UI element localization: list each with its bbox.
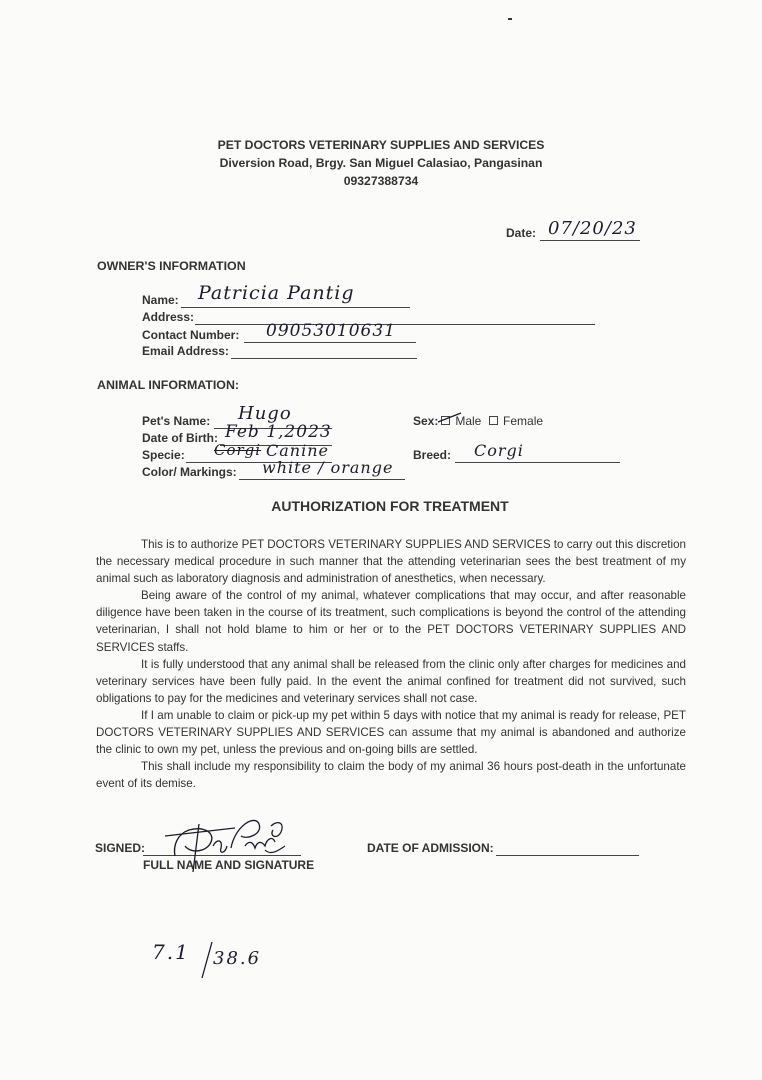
sex-female-text: Female <box>503 414 544 428</box>
sex-label: Sex: <box>413 414 439 428</box>
owner-email-line <box>231 358 417 359</box>
owner-name-value[interactable]: Patricia Pantig <box>198 282 355 304</box>
sex-options <box>441 414 543 428</box>
dob-value[interactable]: Feb 1,2023 <box>225 422 332 442</box>
breed-line <box>455 462 620 463</box>
authorization-paragraph: Being aware of the control of my animal, whatever complications that may occur, and after reasonable diligence have been taken in the course of its treatment, such complications is beyond the control of the attending veterinarian, I shall not hold blame to him or her or to the PET DOCTORS VETERINARY SUPPLIES AND SERVICES staffs. <box>96 589 686 654</box>
handwritten-temp: 38.6 <box>213 948 262 969</box>
authorization-title: AUTHORIZATION FOR TREATMENT <box>271 498 509 514</box>
color-value[interactable]: white / orange <box>262 458 394 477</box>
authorization-paragraph: If I am unable to claim or pick-up my pet within 5 days with notice that my animal is ready for release, PET DOCTORS VETERINARY SUPPLIES AND SERVICES can assume that my animal is abandoned and authorize the clinic to own my pet, unless the previous and on-going bills are settled. <box>96 708 686 757</box>
specie-struck-value: Corgi <box>214 441 262 459</box>
company-name: PET DOCTORS VETERINARY SUPPLIES AND SERVICES <box>217 138 545 152</box>
date-value[interactable]: 07/20/23 <box>548 218 637 239</box>
owner-address-label: Address: <box>142 310 195 324</box>
authorization-paragraph: This is to authorize PET DOCTORS VETERINARY SUPPLIES AND SERVICES to carry out this discretion the necessary medical procedure in such manner that the attending veterinarian sees the best treatment of my animal such as laboratory diagnosis and administration of anesthetics, when necessary. <box>96 538 686 586</box>
sex-female-checkbox[interactable] <box>489 416 498 425</box>
signature-drawing[interactable] <box>155 806 305 876</box>
pet-name-value[interactable]: Hugo <box>238 403 292 424</box>
owner-section-title: OWNER'S INFORMATION <box>97 259 246 273</box>
color-line <box>239 479 405 480</box>
animal-section-title: ANIMAL INFORMATION: <box>97 378 240 392</box>
owner-name-line <box>181 307 410 308</box>
company-phone: 09327388734 <box>343 174 419 188</box>
admission-label: DATE OF ADMISSION: <box>367 841 494 855</box>
paper-speck <box>508 18 512 20</box>
owner-contact-line <box>244 342 416 343</box>
authorization-body <box>96 536 686 792</box>
admission-line <box>496 855 639 856</box>
sex-female-option[interactable] <box>489 414 543 428</box>
handwritten-weight: 7.1 <box>152 940 190 964</box>
date-line <box>540 240 640 241</box>
check-mark-icon <box>437 411 463 427</box>
owner-contact-value[interactable]: 09053010631 <box>266 321 396 341</box>
signature-sublabel: FULL NAME AND SIGNATURE <box>143 858 315 872</box>
breed-value[interactable]: Corgi <box>474 441 524 460</box>
owner-contact-label: Contact Number: <box>142 328 240 342</box>
specie-value[interactable]: Canine <box>266 441 329 460</box>
authorization-paragraph: This shall include my responsibility to claim the body of my animal 36 hours post-death in the unfortunate event of its demise. <box>96 760 686 791</box>
color-label: Color/ Markings: <box>142 465 237 479</box>
breed-label: Breed: <box>413 448 452 462</box>
company-address: Diversion Road, Brgy. San Miguel Calasiao, Pangasinan <box>219 156 543 170</box>
specie-label: Specie: <box>142 448 185 462</box>
owner-name-label: Name: <box>142 293 179 307</box>
sex-male-text: Male <box>455 414 482 428</box>
owner-email-label: Email Address: <box>142 344 229 358</box>
sex-male-option[interactable] <box>441 414 485 428</box>
pet-name-label: Pet's Name: <box>142 414 211 428</box>
signed-label: SIGNED: <box>95 841 146 855</box>
authorization-paragraph: It is fully understood that any animal shall be released from the clinic only after charges for medicines and veterinary services have been fully paid. In the event the animal confined for treatment did not survived, such obligations to pay for the medicines and veterinary services shall not case. <box>96 657 686 705</box>
dob-label: Date of Birth: <box>142 431 218 445</box>
date-label: Date: <box>506 226 537 240</box>
